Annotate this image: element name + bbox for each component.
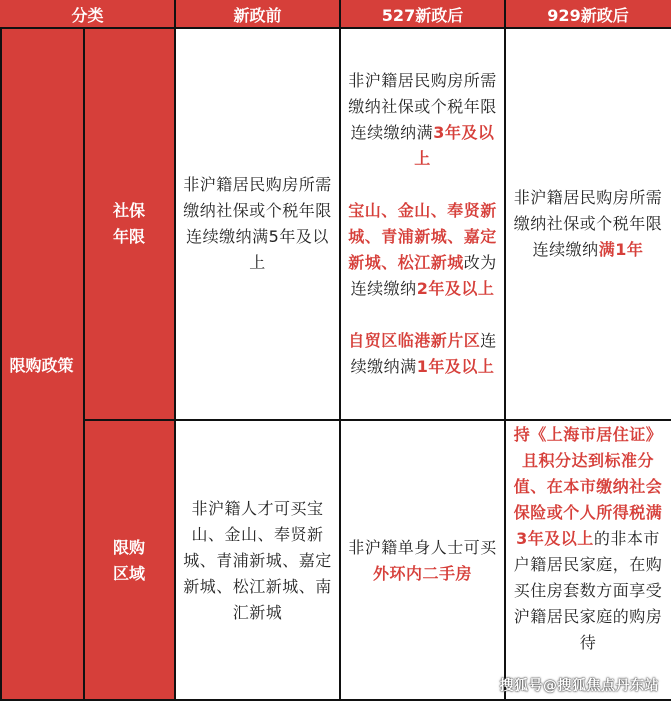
row2-527-highlight: 外环内二手房 (372, 563, 472, 583)
row1-527-p2-highlight2: 2年及以上 (416, 279, 495, 298)
row2-527-cell (340, 420, 505, 701)
header-category-label: 分类 (71, 5, 104, 25)
divider (0, 28, 2, 701)
row2-527-text (340, 535, 505, 587)
header-929-label: 929新政后 (547, 5, 629, 25)
group-label: 限购政策 (9, 356, 74, 375)
row1-before-text: 非沪籍居民购房所需缴纳社保或个税年限连续缴纳满5年及以上 (183, 175, 332, 272)
divider (83, 419, 671, 421)
row2-929-text (505, 422, 671, 656)
row2-929-cell (505, 420, 671, 701)
row1-527-p3-highlight2: 1年及以上 (416, 357, 495, 376)
row1-929-text (505, 185, 671, 263)
header-category (0, 0, 175, 28)
row1-929-normal: 非沪籍居民购房所需缴纳社保或个税年限连续缴纳 (513, 188, 663, 259)
row1-527-p2-highlight: 宝山、金山、奉贤新城、青浦新城、嘉定新城、松江新城 (348, 201, 497, 272)
row1-929-highlight: 满1年 (598, 240, 644, 259)
row-label-line1: 社保 (112, 201, 145, 220)
row1-527-p1-normal: 非沪籍居民购房所需缴纳社保或个税年限连续缴纳满 (348, 71, 497, 142)
header-929 (505, 0, 671, 28)
row2-929-highlight: 持《上海市居住证》且积分达到标准分值、在本市缴纳社会保险或个人所得税满3年及以上 (513, 425, 663, 548)
group-label-cell (0, 28, 83, 701)
row-label-line1: 限购 (112, 537, 145, 557)
row1-527-p3-normal: 连续缴纳满 (350, 331, 497, 376)
row1-527-p1-highlight: 3年及以上 (414, 123, 495, 168)
divider (339, 0, 341, 701)
divider (174, 0, 176, 701)
row-label-line2: 年限 (112, 227, 145, 246)
divider (0, 27, 671, 29)
divider (504, 0, 506, 701)
header-before (175, 0, 340, 28)
row2-929-normal: 的非本市户籍居民家庭，在购买住房套数方面享受沪籍居民家庭的购房待 (513, 529, 663, 652)
header-527-label: 527新政后 (381, 5, 464, 25)
row1-929-cell (505, 28, 671, 420)
row-label-line2: 区域 (112, 563, 145, 583)
row-label-purchase-area (83, 420, 175, 701)
row-label-social-security (83, 28, 175, 420)
row2-before-text: 非沪籍人才可买宝山、金山、奉贤新城、青浦新城、嘉定新城、松江新城、南汇新城 (183, 498, 332, 622)
row1-527-p3-highlight: 自贸区临港新片区 (348, 331, 481, 350)
row2-527-normal: 非沪籍单身人士可买 (348, 537, 497, 557)
header-before-label: 新政前 (233, 5, 282, 25)
row1-527-text (340, 68, 505, 380)
row1-527-cell (340, 28, 505, 420)
row1-527-p2-normal: 改为连续缴纳 (350, 253, 497, 298)
divider (83, 28, 85, 701)
header-527 (340, 0, 505, 28)
row2-before-cell (175, 420, 340, 701)
watermark: 搜狐号@搜狐焦点丹东站 (499, 678, 659, 694)
row1-before-cell (175, 28, 340, 420)
